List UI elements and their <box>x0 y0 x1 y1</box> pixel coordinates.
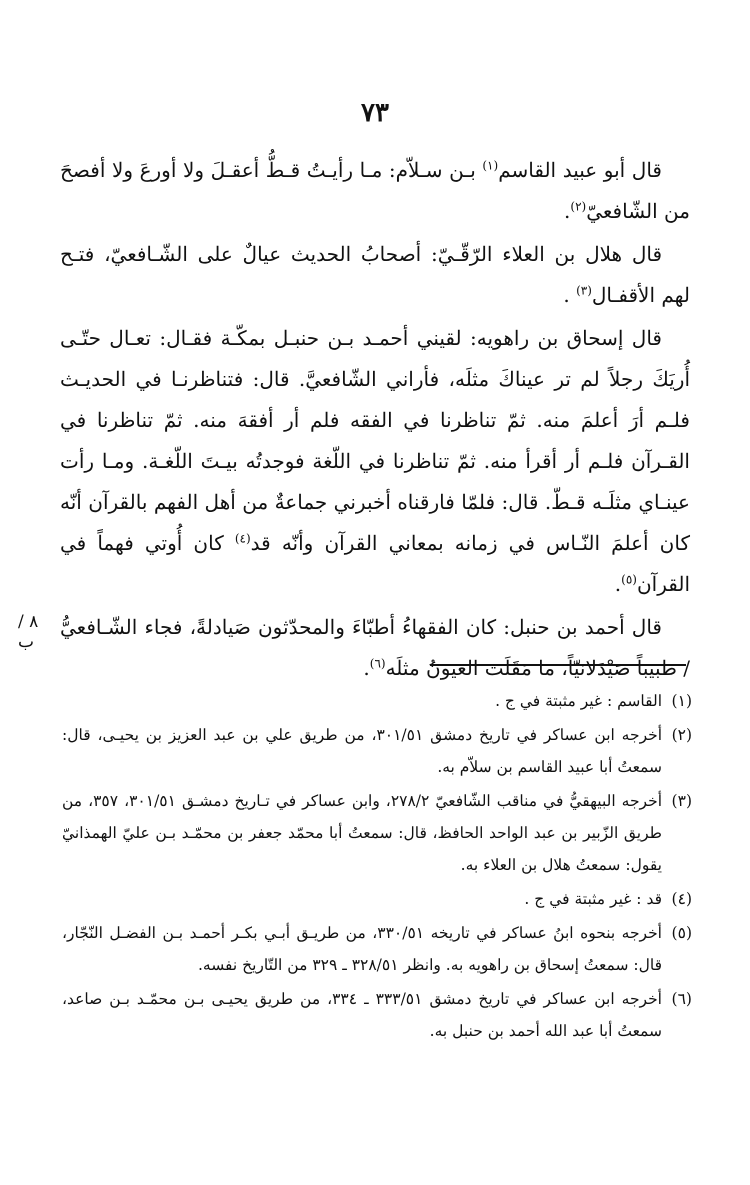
footnote-5 <box>62 917 692 981</box>
footnotes <box>62 685 692 1049</box>
footnote-1 <box>62 685 692 717</box>
paragraph-text: قال هلال بن العلاء الرّقّـيّ: أصحابُ الحديث عيالٌ على الشّـافعيّ، فتـح لهم الأقفـال <box>60 242 690 307</box>
footnote-ref[interactable]: (٣) <box>576 283 592 298</box>
footnote-number: (٢) <box>671 726 693 744</box>
footnote-text: أخرجه بنحوه ابنُ عساكر في تاريخه ٣٣٠/٥١، من طريـق أبـي بكـر أحمـد بـن الفضـل النّجّار، قال: سمعتُ إسحاق بن راهويه به. وانظر ٣٢٨/٥١ ـ ٣٢٩ من التّاريخ نفسه. <box>62 924 662 974</box>
footnote-number: (٣) <box>671 792 692 810</box>
manuscript-folio-note: ٨ / ب <box>18 612 39 652</box>
footnote-separator <box>430 664 686 666</box>
footnote-number: (٥) <box>671 924 692 942</box>
footnote-text: القاسم : غير مثبتة في ج . <box>495 692 662 710</box>
paragraph-text: . <box>563 283 577 307</box>
footnote-3 <box>62 785 692 881</box>
page-number: ٧٣ <box>361 98 389 128</box>
paragraph-text: . <box>363 656 370 680</box>
paragraph-text: . <box>614 572 622 596</box>
footnote-text: أخرجه البيهقيُّ في مناقب الشّافعيّ ٢٧٨/٢، وابن عساكر في تـاريخ دمشـق ٣٠١/٥١، ٣٥٧، من طريق الزّبير بن عبد الواحد الحافظ، قال: سمعتُ أبا محمّد جعفر بن محمّـد بـن عليّ الهمذانيّ يقول: سمعتُ هلال بن العلاء به. <box>62 792 662 874</box>
paragraph-hilal <box>60 234 690 316</box>
footnote-text: قد : غير مثبتة في ج . <box>524 890 662 908</box>
footnote-4 <box>62 883 692 915</box>
paragraph-text: قال أحمد بن حنبل: كان الفقهاءُ أطبّاءَ والمحدّثون صَيادلةً، فجاء الشّـافعيُّ / طبيباً صَيْدَلانيّاً، ما مَقَلَت العيونُ مثلَه <box>60 615 690 680</box>
footnote-text: أخرجه ابن عساكر في تاريخ دمشق ٣٠١/٥١، من طريق علي بن عبد العزيز بن يحيـى، قال: سمعتُ أبا عبيد القاسم بن سلاّم به. <box>62 726 663 776</box>
footnote-number: (٦) <box>671 990 692 1008</box>
footnote-2 <box>62 719 692 783</box>
paragraph-text: قال إسحاق بن راهويه: لقيني أحمـد بـن حنبـل بمكّـة فقـال: تعـال حتّـى أُريَكَ رجلاً لم تر عيناكَ مثلَه، فأراني الشّافعيَّ. قال: فتناظرنـا في الحديـث فلـم أرَ أعلمَ منه. ثمّ تناظرنا في الفقه فلم أر أفقهَ منه. ثمّ تناظرنا في القـرآن فلـم أر أقرأ منه. ثمّ تناظرنا في اللّغة فوجدتُه بيـتَ اللّغـة. ومـا رأت عينـاي مثلَـه قـطّ. قال: فلمّا فارقناه أخبرني جماعةٌ من أهل الفهم بالقرآن أنّه كان أعلمَ النّـاس في زمانه بمعاني القرآن وأنّه قد <box>60 326 690 555</box>
paragraph-text: بـن سـلاّم: مـا رأيـتُ قـطُّ أعقـلَ ولا أورعَ ولا أفصحَ من الشّافعيّ <box>60 158 690 223</box>
paragraph-ahmad <box>60 607 690 689</box>
paragraph-abu-ubaid <box>60 150 690 232</box>
paragraph-text: قال أبو عبيد القاسم <box>498 158 662 182</box>
footnote-ref[interactable]: (١) <box>482 158 499 173</box>
footnote-ref[interactable]: (٢) <box>570 199 587 214</box>
footnote-ref[interactable]: (٦) <box>369 656 386 671</box>
footnote-text: أخرجه ابن عساكر في تاريخ دمشق ٣٣٣/٥١ ـ ٣٣٤، من طريق يحيـى بـن محمّـد بـن صاعد، سمعتُ أبا عبد الله أحمد بن حنبل به. <box>62 990 662 1040</box>
footnote-number: (١) <box>671 692 692 710</box>
paragraph-text: . <box>564 199 571 223</box>
paragraph-text: كان أُوتي فهماً في القرآن <box>60 531 690 596</box>
footnote-ref[interactable]: (٤) <box>234 531 251 546</box>
footnote-number: (٤) <box>671 890 692 908</box>
main-text <box>60 150 690 691</box>
paragraph-ishaq <box>60 318 690 605</box>
footnote-ref[interactable]: (٥) <box>621 572 637 587</box>
footnote-6 <box>62 983 692 1047</box>
